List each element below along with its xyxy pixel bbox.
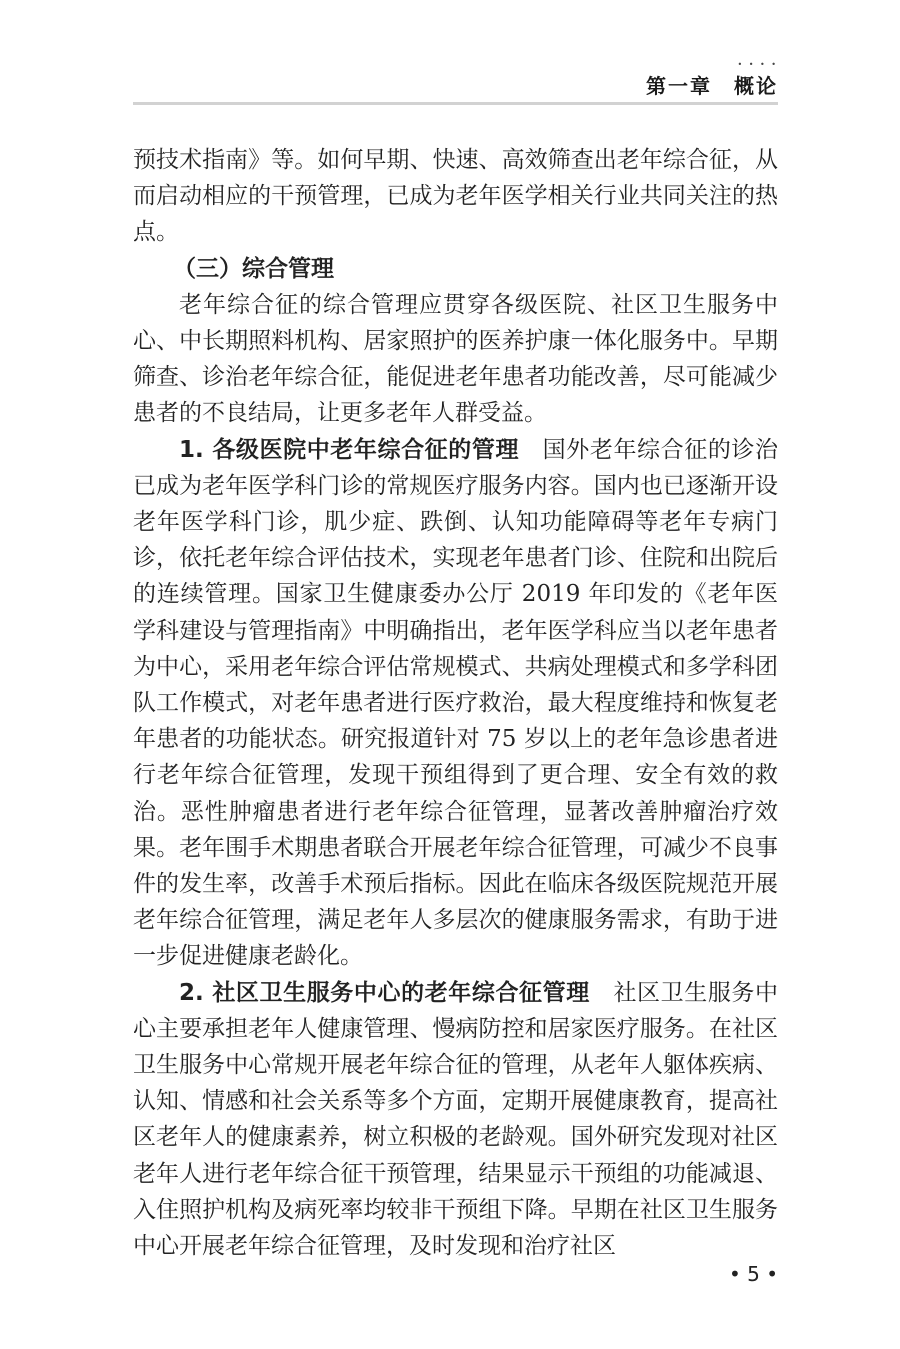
running-header: [133, 60, 778, 100]
paragraph-item-hospitals: [133, 432, 778, 975]
section-heading: [133, 251, 778, 287]
item-heading: 2. 社区卫生服务中心的老年综合征管理: [179, 979, 590, 1006]
paragraph-item-community: [133, 975, 778, 1265]
paragraph-overview: [133, 287, 778, 432]
header-rule: [133, 102, 778, 105]
page-body: [133, 142, 778, 1264]
paragraph-continuation: [133, 142, 778, 251]
paragraph-text: 国外老年综合征的诊治已成为老年医学科门诊的常规医疗服务内容。国内也已逐渐开设老年医学科门诊，肌少症、跌倒、认知功能障碍等老年专病门诊，依托老年综合评估技术，实现老年患者门诊、住院和出院后的连续管理。国家卫生健康委办公厅 2019 年印发的《老年医学科建设与管理指南》中明确指出，老年医学科应当以老年患者为中心，采用老年综合评估常规模式、共病处理模式和多学科团队工作模式，对老年患者进行医疗救治，最大程度维持和恢复老年患者的功能状态。研究报道针对 75 岁以上的老年急诊患者进行老年综合征管理，发现干预组得到了更合理、安全有效的救治。恶性肿瘤患者进行老年综合征管理，显著改善肿瘤治疗效果。老年围手术期患者联合开展老年综合征管理，可减少不良事件的发生率，改善手术预后指标。因此在临床各级医院规范开展老年综合征管理，满足老年人多层次的健康服务需求，有助于进一步促进健康老龄化。: [133, 436, 778, 970]
item-heading: 1. 各级医院中老年综合征的管理: [179, 436, 520, 463]
header-dots: • • • •: [737, 60, 778, 69]
chapter-title: 第一章 概论: [646, 74, 778, 98]
paragraph-text: 预技术指南》等。如何早期、快速、高效筛查出老年综合征，从而启动相应的干预管理，已成为老年医学相关行业共同关注的热点。: [133, 147, 778, 246]
section-heading-text: （三）综合管理: [173, 255, 334, 282]
paragraph-text: 社区卫生服务中心主要承担老年人健康管理、慢病防控和居家医疗服务。在社区卫生服务中心常规开展老年综合征的管理，从老年人躯体疾病、认知、情感和社会关系等多个方面，定期开展健康教育，提高社区老年人的健康素养，树立积极的老龄观。国外研究发现对社区老年人进行老年综合征干预管理，结果显示干预组的功能减退、入住照护机构及病死率均较非干预组下降。早期在社区卫生服务中心开展老年综合征管理，及时发现和治疗社区: [133, 979, 778, 1260]
page-number: • 5 •: [728, 1262, 778, 1286]
paragraph-text: 老年综合征的综合管理应贯穿各级医院、社区卫生服务中心、中长期照料机构、居家照护的医养护康一体化服务中。早期筛查、诊治老年综合征，能促进老年患者功能改善，尽可能减少患者的不良结局，让更多老年人群受益。: [133, 291, 778, 427]
